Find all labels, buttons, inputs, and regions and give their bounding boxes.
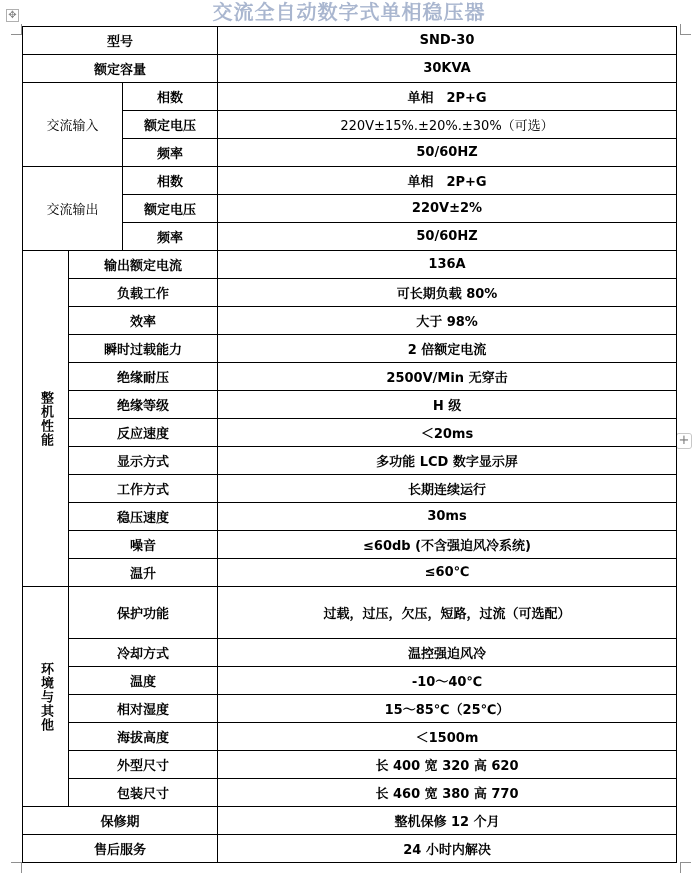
label-cell: 保修期 xyxy=(23,807,218,835)
table-row xyxy=(23,723,677,751)
label-cell: 绝缘耐压 xyxy=(69,363,218,391)
table-row xyxy=(23,807,677,835)
table-row xyxy=(23,779,677,807)
label-cell: 售后服务 xyxy=(23,835,218,863)
page-corner-mark xyxy=(680,24,691,35)
value-cell: ≤60℃ xyxy=(218,559,677,587)
value-cell: 可长期负载 80% xyxy=(218,279,677,307)
value-cell: ＜20ms xyxy=(218,419,677,447)
label-cell: 负载工作 xyxy=(69,279,218,307)
group-cell-ac-output: 交流输出 xyxy=(23,167,123,251)
value-cell: 温控强迫风冷 xyxy=(218,639,677,667)
value-cell: 136A xyxy=(218,251,677,279)
table-row xyxy=(23,363,677,391)
value-cell: 2 倍额定电流 xyxy=(218,335,677,363)
value-cell: ＜1500m xyxy=(218,723,677,751)
value-cell: 长期连续运行 xyxy=(218,475,677,503)
value-cell: 50/60HZ xyxy=(218,139,677,167)
table-row xyxy=(23,419,677,447)
label-cell: 相对湿度 xyxy=(69,695,218,723)
label-cell: 型号 xyxy=(23,27,218,55)
value-cell: 单相 2P+G xyxy=(218,83,677,111)
table-row xyxy=(23,391,677,419)
label-cell: 额定容量 xyxy=(23,55,218,83)
label-cell: 海拔高度 xyxy=(69,723,218,751)
value-cell: 220V±15%.±20%.±30%（可选） xyxy=(218,111,677,139)
value-cell: 过载，过压，欠压，短路，过流（可选配） xyxy=(218,587,677,639)
value-cell: 30ms xyxy=(218,503,677,531)
label-cell: 额定电压 xyxy=(123,111,218,139)
label-cell: 频率 xyxy=(123,223,218,251)
label-cell: 工作方式 xyxy=(69,475,218,503)
table-row xyxy=(23,835,677,863)
label-cell: 外型尺寸 xyxy=(69,751,218,779)
value-cell: 15～85℃（25℃） xyxy=(218,695,677,723)
table-row xyxy=(23,55,677,83)
table-row xyxy=(23,279,677,307)
value-cell: SND-30 xyxy=(218,27,677,55)
value-cell: -10～40℃ xyxy=(218,667,677,695)
label-cell: 包装尺寸 xyxy=(69,779,218,807)
value-cell: H 级 xyxy=(218,391,677,419)
value-cell: 220V±2% xyxy=(218,195,677,223)
group-cell-performance: 整机性能 xyxy=(23,251,69,587)
page-corner-mark xyxy=(11,862,22,873)
label-cell: 相数 xyxy=(123,167,218,195)
label-cell: 反应速度 xyxy=(69,419,218,447)
spec-table xyxy=(22,26,677,863)
label-cell: 显示方式 xyxy=(69,447,218,475)
table-row xyxy=(23,503,677,531)
label-cell: 绝缘等级 xyxy=(69,391,218,419)
label-cell: 瞬时过载能力 xyxy=(69,335,218,363)
value-cell: 多功能 LCD 数字显示屏 xyxy=(218,447,677,475)
page-corner-mark xyxy=(680,862,691,873)
table-row xyxy=(23,587,677,639)
value-cell: ≤60db (不含强迫风冷系统) xyxy=(218,531,677,559)
group-cell-environment: 环境与其他 xyxy=(23,587,69,807)
value-cell: 2500V/Min 无穿击 xyxy=(218,363,677,391)
label-cell: 保护功能 xyxy=(69,587,218,639)
table-row xyxy=(23,695,677,723)
value-cell: 50/60HZ xyxy=(218,223,677,251)
value-cell: 大于 98% xyxy=(218,307,677,335)
value-cell: 30KVA xyxy=(218,55,677,83)
table-row xyxy=(23,335,677,363)
table-row xyxy=(23,559,677,587)
value-cell: 长 460 宽 380 高 770 xyxy=(218,779,677,807)
table-row xyxy=(23,251,677,279)
value-cell: 单相 2P+G xyxy=(218,167,677,195)
table-row xyxy=(23,531,677,559)
label-cell: 冷却方式 xyxy=(69,639,218,667)
table-row xyxy=(23,167,677,195)
label-cell: 相数 xyxy=(123,83,218,111)
label-cell: 输出额定电流 xyxy=(69,251,218,279)
label-cell: 温升 xyxy=(69,559,218,587)
table-row xyxy=(23,83,677,111)
value-cell: 整机保修 12 个月 xyxy=(218,807,677,835)
page-title: 交流全自动数字式单相稳压器 xyxy=(212,0,486,24)
table-row xyxy=(23,447,677,475)
group-cell-ac-input: 交流输入 xyxy=(23,83,123,167)
label-cell: 额定电压 xyxy=(123,195,218,223)
label-cell: 噪音 xyxy=(69,531,218,559)
label-cell: 稳压速度 xyxy=(69,503,218,531)
value-cell: 长 400 宽 320 高 620 xyxy=(218,751,677,779)
table-row xyxy=(23,639,677,667)
label-cell: 效率 xyxy=(69,307,218,335)
table-row xyxy=(23,27,677,55)
value-cell: 24 小时内解决 xyxy=(218,835,677,863)
table-move-handle-icon[interactable]: ✥ xyxy=(6,9,19,22)
table-row xyxy=(23,475,677,503)
table-row xyxy=(23,667,677,695)
add-row-plus-icon[interactable]: + xyxy=(676,433,692,449)
table-row xyxy=(23,751,677,779)
label-cell: 温度 xyxy=(69,667,218,695)
page-corner-mark xyxy=(11,24,22,35)
table-row xyxy=(23,307,677,335)
label-cell: 频率 xyxy=(123,139,218,167)
